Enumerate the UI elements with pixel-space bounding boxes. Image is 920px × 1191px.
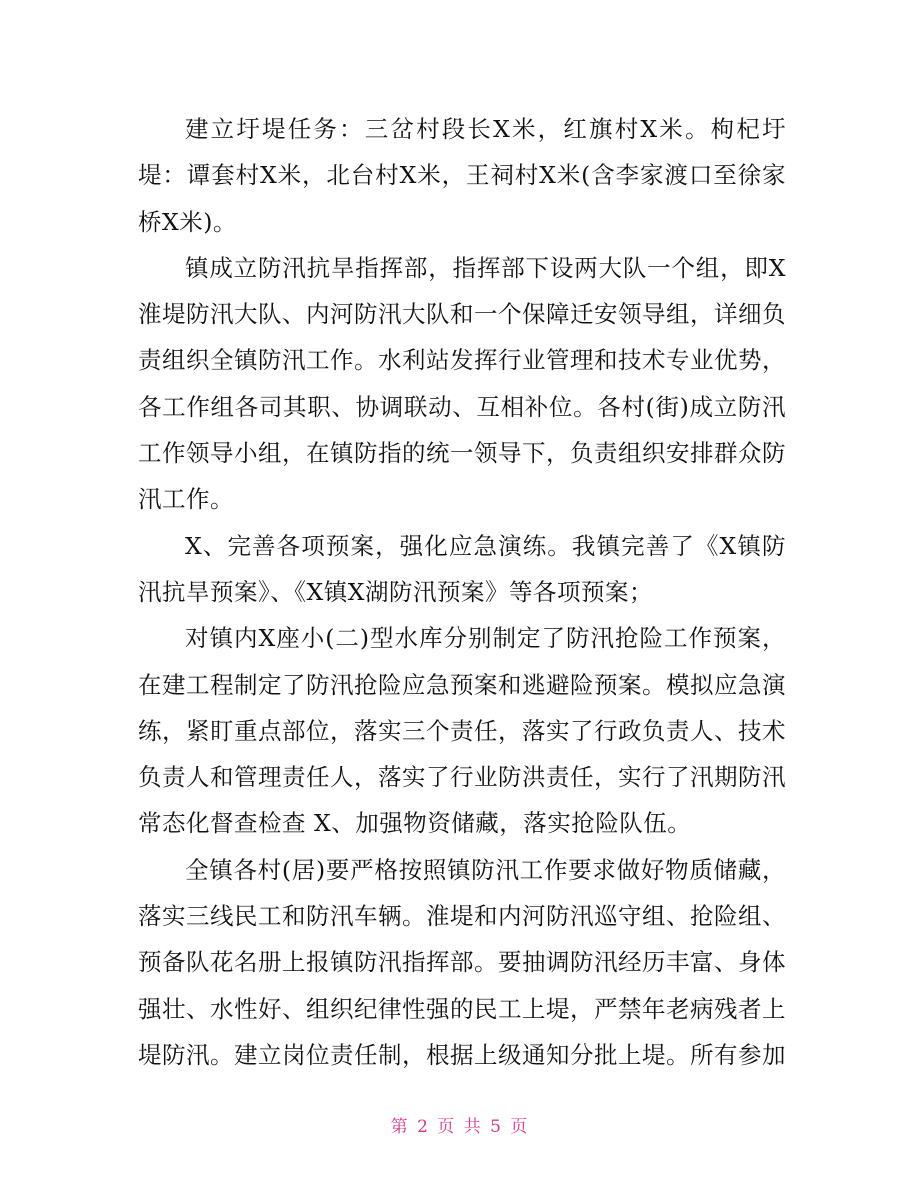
footer-current-page: 2 [417, 1117, 430, 1137]
paragraph-reservoir-plans: 对镇内X座小(二)型水库分别制定了防汛抢险工作预案，在建工程制定了防汛抢险应急预案和逃避险预案。模拟应急演练，紧盯重点部位，落实三个责任，落实了行政负责人、技术负责人和管理责任人，落实了行业防洪责任，实行了汛期防汛常态化督查检查 X、加强物资储藏，落实抢险队伍。 [138, 624, 786, 838]
page-footer [0, 1112, 920, 1137]
paragraph-contingency-plans: X、完善各项预案，强化应急演练。我镇完善了《X镇防汛抗旱预案》、《X镇X湖防汛预案》等各项预案； [138, 531, 786, 606]
paragraph-dike-tasks: 建立圩堤任务：三岔村段长X米，红旗村X米。枸杞圩堤：谭套村X米，北台村X米，王祠村X米(含李家渡口至徐家桥X米)。 [138, 115, 786, 236]
paragraph-command-structure: 镇成立防汛抗旱指挥部，指挥部下设两大队一个组，即X淮堤防汛大队、内河防汛大队和一个保障迁安领导组，详细负责组织全镇防汛工作。水利站发挥行业管理和技术专业优势，各工作组各司其职、协调联动、互相补位。各村(街)成立防汛工作领导小组，在镇防指的统一领导下，负责组织安排群众防汛工作。 [138, 253, 786, 514]
footer-total-unit: 页 [510, 1117, 530, 1137]
footer-total-prefix: 共 [463, 1117, 483, 1137]
document-body [138, 106, 786, 1078]
footer-total-pages: 5 [490, 1117, 503, 1137]
footer-prefix: 第 [390, 1117, 410, 1137]
footer-page-unit: 页 [437, 1117, 457, 1137]
paragraph-material-reserves: 全镇各村(居)要严格按照镇防汛工作要求做好物质储藏，落实三线民工和防汛车辆。淮堤和内河防汛巡守组、抢险组、预备队花名册上报镇防汛指挥部。要抽调防汛经历丰富、身体强壮、水性好、组织纪律性强的民工上堤，严禁年老病残者上堤防汛。建立岗位责任制，根据上级通知分批上堤。所有参加 [138, 855, 786, 1069]
